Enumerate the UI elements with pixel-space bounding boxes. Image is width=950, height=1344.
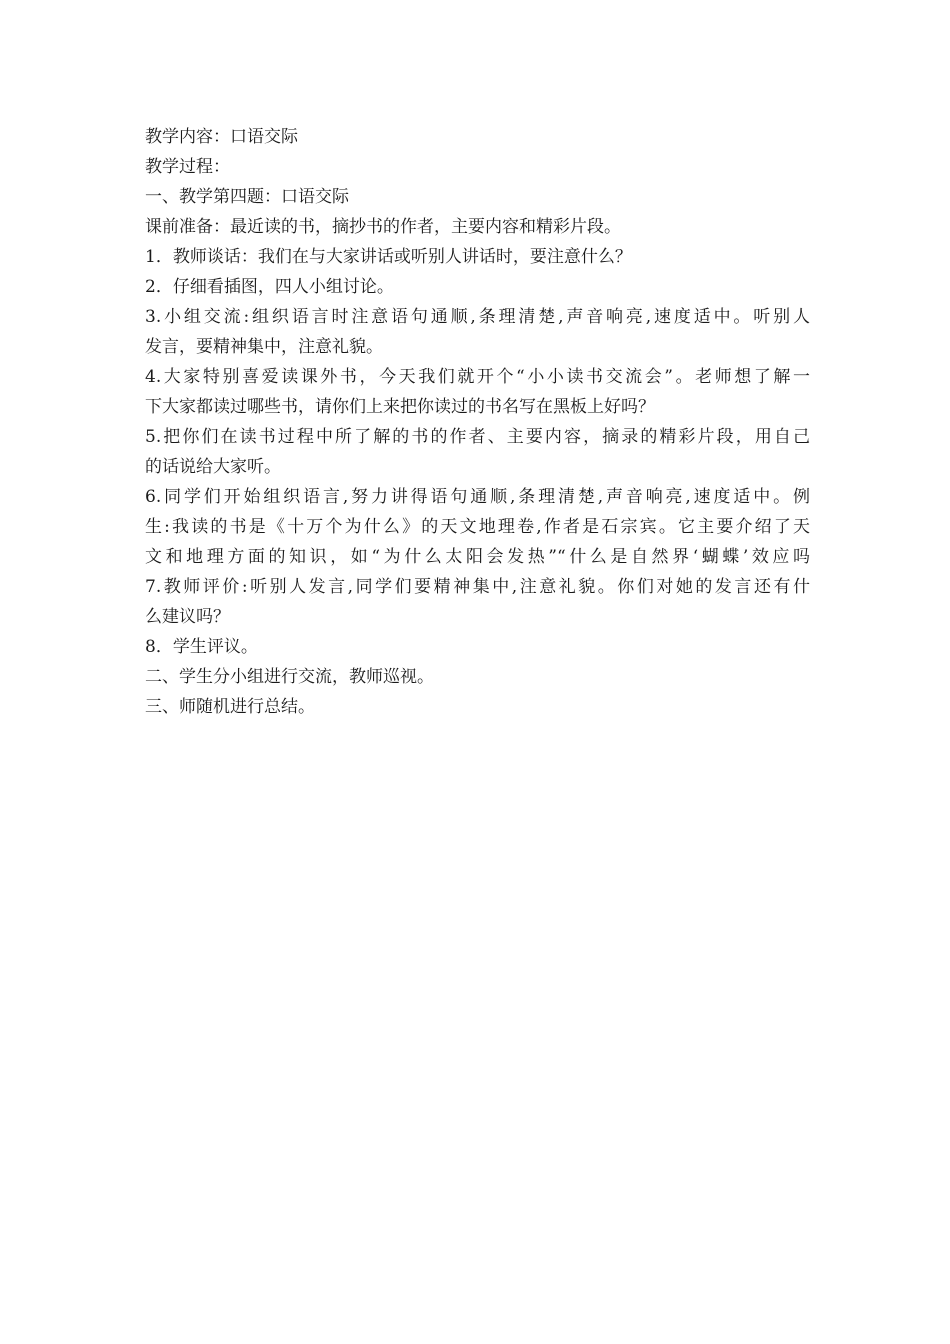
step-1-line: 1．教师谈话：我们在与大家讲话或听别人讲话时，要注意什么？ <box>145 247 632 267</box>
step-4-line: 4.大家特别喜爱读课外书，今天我们就开个“小小读书交流会”。老师想了解一 <box>145 367 810 387</box>
section-one-heading: 一、教学第四题：口语交际 <box>145 187 349 207</box>
teaching-process-heading: 教学过程： <box>145 157 230 177</box>
step-3-continued-line: 发言，要精神集中，注意礼貌。 <box>145 337 383 357</box>
step-8-line: 8．学生评议。 <box>145 637 258 657</box>
step-6-continued-line-1: 生:我读的书是《十万个为什么》的天文地理卷,作者是石宗宾。它主要介绍了天 <box>145 517 810 537</box>
step-6-line: 6.同学们开始组织语言,努力讲得语句通顺,条理清楚,声音响亮,速度适中。例 <box>145 487 810 507</box>
section-two-line: 二、学生分小组进行交流，教师巡视。 <box>145 667 434 687</box>
teaching-content-line: 教学内容：口语交际 <box>145 127 298 147</box>
step-3-line: 3.小组交流:组织语言时注意语句通顺,条理清楚,声音响亮,速度适中。听别人 <box>145 307 810 327</box>
step-5-continued-line: 的话说给大家听。 <box>145 457 281 477</box>
step-7-line: 7.教师评价:听别人发言,同学们要精神集中,注意礼貌。你们对她的发言还有什 <box>145 577 810 597</box>
step-4-continued-line: 下大家都读过哪些书，请你们上来把你读过的书名写在黑板上好吗？ <box>145 397 655 417</box>
step-2-line: 2．仔细看插图，四人小组讨论。 <box>145 277 394 297</box>
step-6-continued-line-2: 文和地理方面的知识，如“为什么太阳会发热”“什么是自然界‘蝴蝶’效应吗 <box>145 547 810 567</box>
lesson-plan-text <box>145 122 810 722</box>
section-three-line: 三、师随机进行总结。 <box>145 697 315 717</box>
preparation-line: 课前准备：最近读的书，摘抄书的作者，主要内容和精彩片段。 <box>145 217 621 237</box>
step-5-line: 5.把你们在读书过程中所了解的书的作者、主要内容，摘录的精彩片段，用自己 <box>145 427 810 447</box>
step-7-continued-line: 么建议吗？ <box>145 607 230 627</box>
